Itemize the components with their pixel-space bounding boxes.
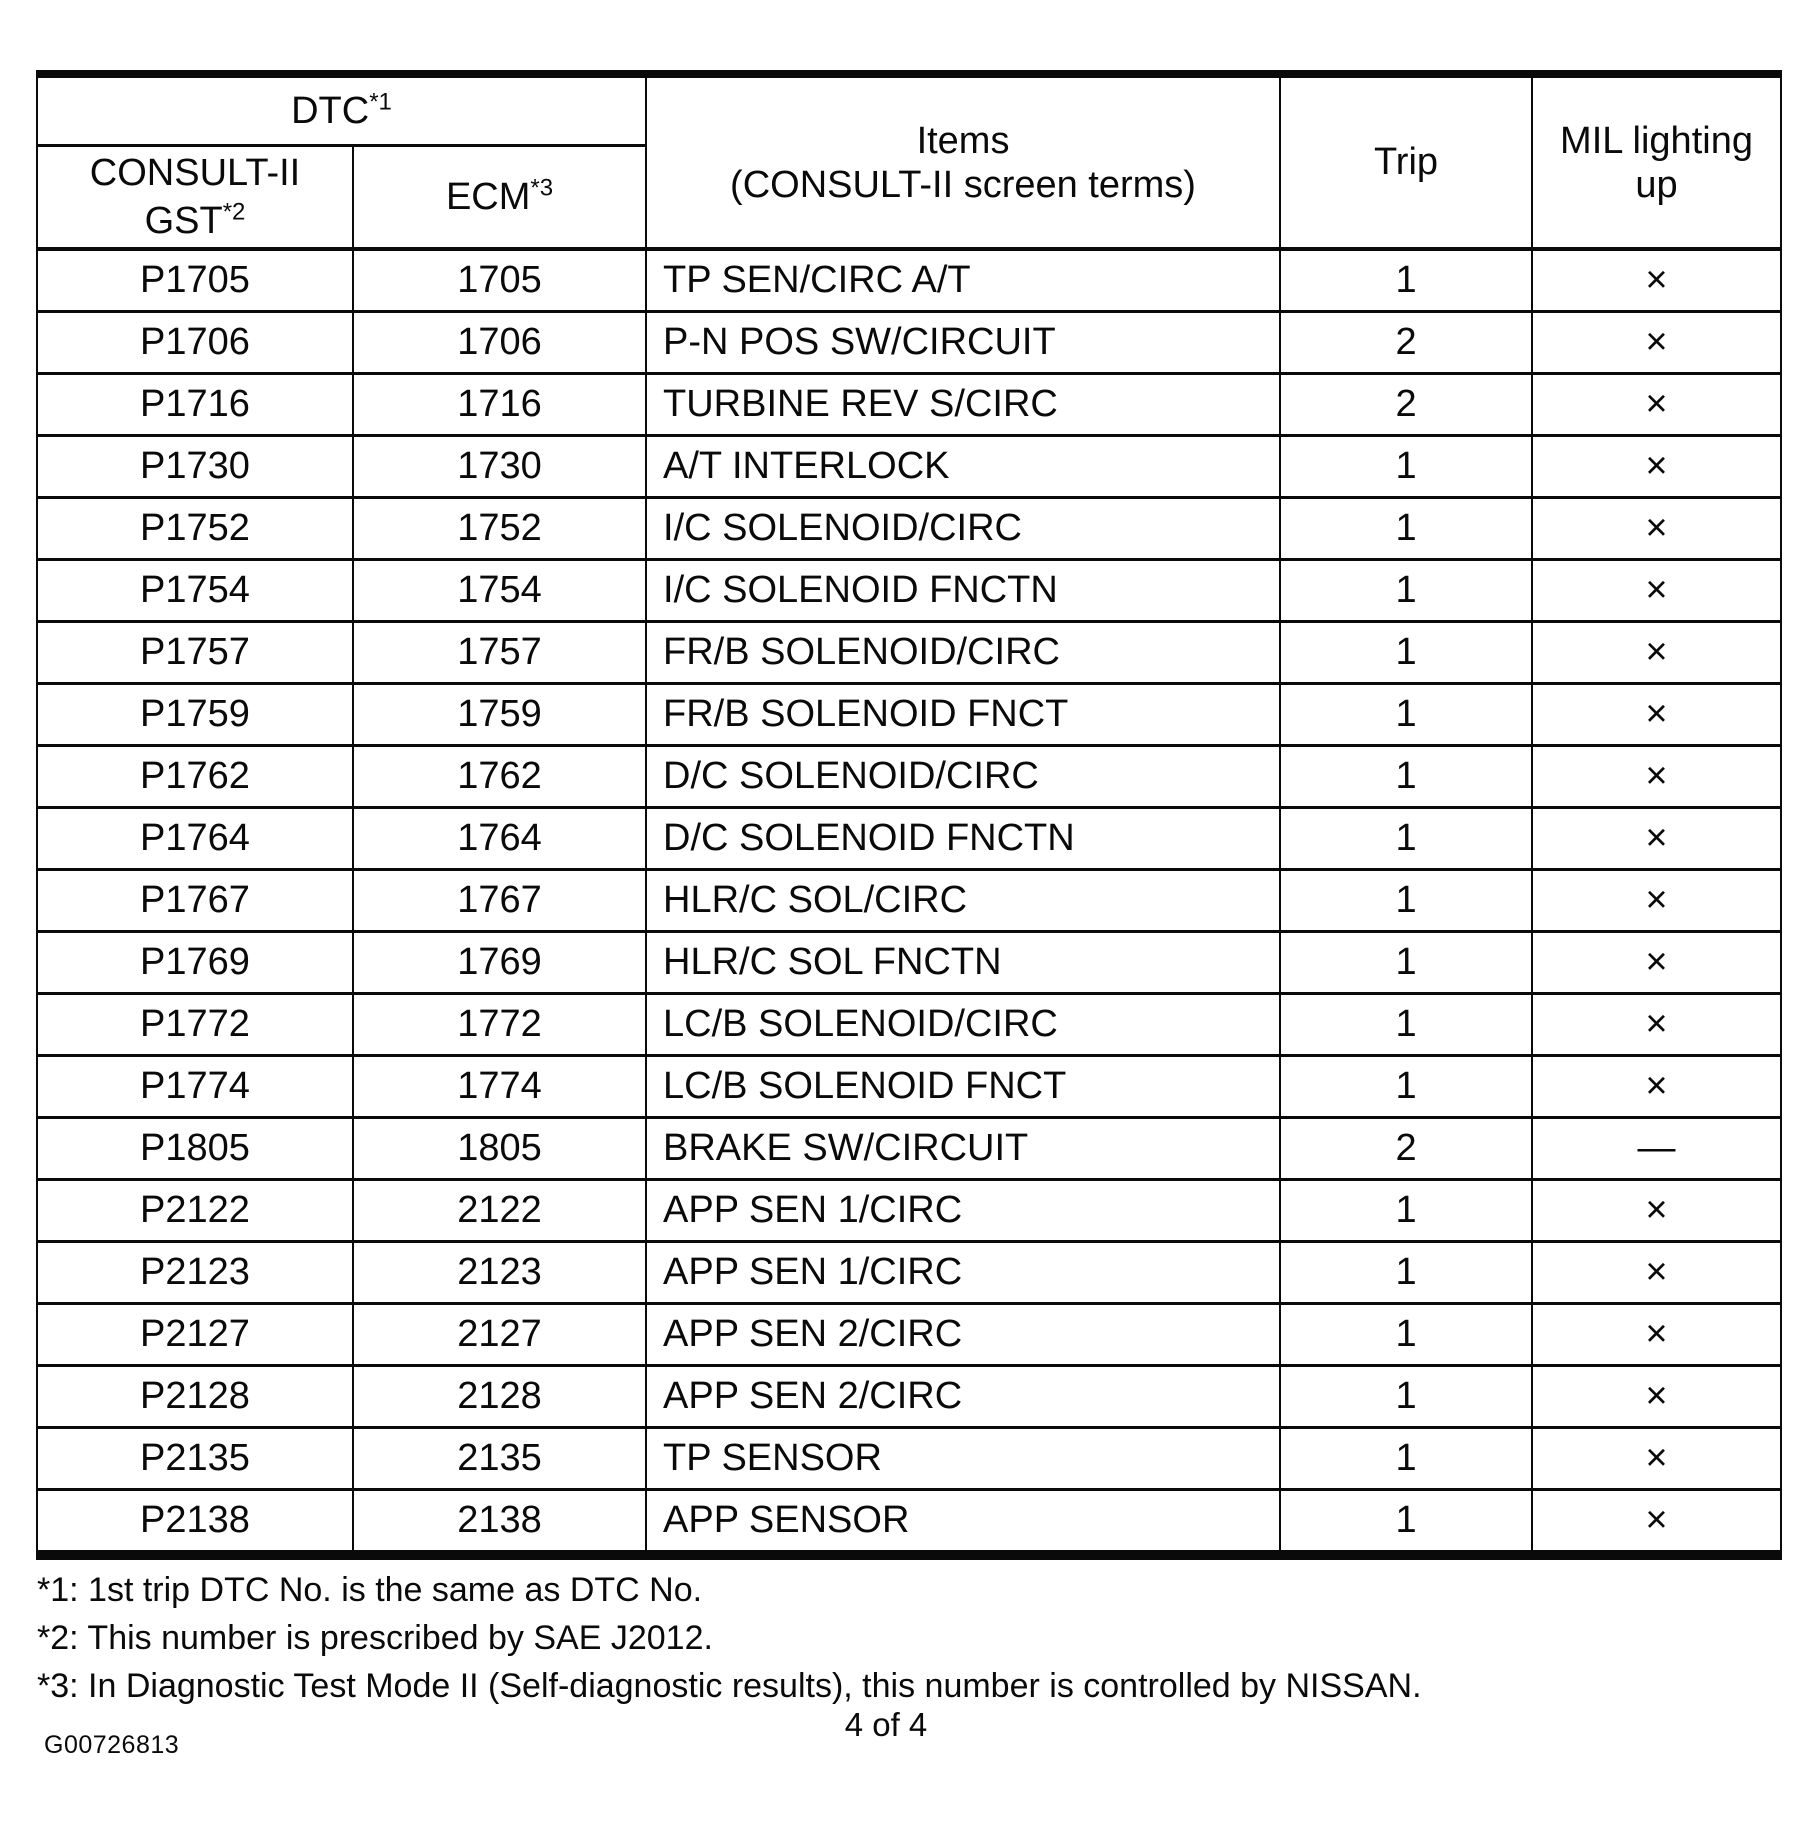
ecm-cell: 1769 <box>353 932 646 994</box>
mil-cell: × <box>1532 1180 1781 1242</box>
consult-gst-cell: P1757 <box>37 622 353 684</box>
trip-cell: 1 <box>1280 1428 1532 1490</box>
item-cell: I/C SOLENOID FNCTN <box>646 560 1280 622</box>
mil-cell: — <box>1532 1118 1781 1180</box>
trip-cell: 1 <box>1280 436 1532 498</box>
mil-cell: × <box>1532 249 1781 312</box>
ecm-cell: 1805 <box>353 1118 646 1180</box>
consult-header-line2 <box>38 197 352 245</box>
consult-gst-cell: P2135 <box>37 1428 353 1490</box>
table-row <box>37 1242 1781 1304</box>
items-header-line1: Items <box>916 119 1010 162</box>
ecm-cell: 1716 <box>353 374 646 436</box>
consult-gst-cell: P1716 <box>37 374 353 436</box>
consult-gst-cell: P2138 <box>37 1490 353 1556</box>
item-cell: APP SEN 2/CIRC <box>646 1366 1280 1428</box>
trip-cell: 1 <box>1280 1366 1532 1428</box>
table-row <box>37 374 1781 436</box>
trip-cell: 2 <box>1280 1118 1532 1180</box>
consult-gst-cell: P1764 <box>37 808 353 870</box>
consult-gst-cell: P1767 <box>37 870 353 932</box>
ecm-cell: 1752 <box>353 498 646 560</box>
table-row <box>37 1490 1781 1556</box>
mil-cell: × <box>1532 622 1781 684</box>
trip-cell: 1 <box>1280 560 1532 622</box>
table-row <box>37 684 1781 746</box>
item-cell: D/C SOLENOID/CIRC <box>646 746 1280 808</box>
ecm-header-label: ECM <box>445 175 531 218</box>
table-row <box>37 560 1781 622</box>
dtc-header-cell <box>37 74 646 146</box>
ecm-cell: 1730 <box>353 436 646 498</box>
trip-cell: 1 <box>1280 994 1532 1056</box>
consult-gst-cell: P2123 <box>37 1242 353 1304</box>
gst-footnote-marker: *2 <box>222 198 246 226</box>
item-cell: P-N POS SW/CIRCUIT <box>646 312 1280 374</box>
table-row <box>37 1366 1781 1428</box>
table-row <box>37 249 1781 312</box>
table-row <box>37 1118 1781 1180</box>
mil-header-line2: up <box>1635 163 1678 206</box>
table-row <box>37 312 1781 374</box>
trip-cell: 1 <box>1280 249 1532 312</box>
mil-cell: × <box>1532 684 1781 746</box>
footnotes <box>37 1566 1422 1710</box>
item-cell: LC/B SOLENOID FNCT <box>646 1056 1280 1118</box>
mil-header-line1: MIL lighting <box>1560 119 1753 162</box>
mil-cell: × <box>1532 1428 1781 1490</box>
ecm-cell: 2122 <box>353 1180 646 1242</box>
ecm-cell: 2138 <box>353 1490 646 1556</box>
consult-gst-cell: P1762 <box>37 746 353 808</box>
table-row <box>37 622 1781 684</box>
mil-cell: × <box>1532 312 1781 374</box>
mil-cell: × <box>1532 1242 1781 1304</box>
gst-label: GST <box>144 200 223 242</box>
ecm-cell: 2135 <box>353 1428 646 1490</box>
consult-gst-cell: P2122 <box>37 1180 353 1242</box>
ecm-cell: 1767 <box>353 870 646 932</box>
item-cell: FR/B SOLENOID FNCT <box>646 684 1280 746</box>
consult-gst-cell: P1705 <box>37 249 353 312</box>
item-cell: D/C SOLENOID FNCTN <box>646 808 1280 870</box>
table-row <box>37 1180 1781 1242</box>
ecm-cell: 1705 <box>353 249 646 312</box>
dtc-table-body <box>37 249 1781 1555</box>
ecm-cell: 1706 <box>353 312 646 374</box>
item-cell: APP SEN 1/CIRC <box>646 1180 1280 1242</box>
trip-cell: 1 <box>1280 1242 1532 1304</box>
table-row <box>37 436 1781 498</box>
consult-header-line1: CONSULT-II <box>89 152 301 194</box>
ecm-cell: 2128 <box>353 1366 646 1428</box>
item-cell: APP SENSOR <box>646 1490 1280 1556</box>
consult-gst-cell: P1759 <box>37 684 353 746</box>
table-row <box>37 746 1781 808</box>
footnote-2: *2: This number is prescribed by SAE J2012. <box>37 1619 713 1657</box>
consult-gst-cell: P1754 <box>37 560 353 622</box>
mil-cell: × <box>1532 1304 1781 1366</box>
item-cell: TURBINE REV S/CIRC <box>646 374 1280 436</box>
table-row <box>37 808 1781 870</box>
mil-header-cell <box>1532 74 1781 249</box>
mil-cell: × <box>1532 436 1781 498</box>
ecm-cell: 1757 <box>353 622 646 684</box>
item-cell: APP SEN 2/CIRC <box>646 1304 1280 1366</box>
table-row <box>37 1056 1781 1118</box>
consult-gst-cell: P1730 <box>37 436 353 498</box>
mil-cell: × <box>1532 746 1781 808</box>
mil-cell: × <box>1532 870 1781 932</box>
consult-gst-cell: P1706 <box>37 312 353 374</box>
figure-id-label: G00726813 <box>44 1731 180 1759</box>
trip-cell: 1 <box>1280 498 1532 560</box>
consult-gst-cell: P1772 <box>37 994 353 1056</box>
mil-cell: × <box>1532 374 1781 436</box>
item-cell: BRAKE SW/CIRCUIT <box>646 1118 1280 1180</box>
item-cell: TP SENSOR <box>646 1428 1280 1490</box>
mil-cell: × <box>1532 1366 1781 1428</box>
item-cell: A/T INTERLOCK <box>646 436 1280 498</box>
consult-gst-header-cell <box>37 146 353 250</box>
ecm-cell: 1754 <box>353 560 646 622</box>
trip-cell: 1 <box>1280 1056 1532 1118</box>
ecm-cell: 1764 <box>353 808 646 870</box>
trip-cell: 1 <box>1280 870 1532 932</box>
item-cell: HLR/C SOL/CIRC <box>646 870 1280 932</box>
item-cell: HLR/C SOL FNCTN <box>646 932 1280 994</box>
trip-cell: 1 <box>1280 1304 1532 1366</box>
mil-cell: × <box>1532 1490 1781 1556</box>
item-cell: FR/B SOLENOID/CIRC <box>646 622 1280 684</box>
trip-cell: 1 <box>1280 932 1532 994</box>
table-row <box>37 932 1781 994</box>
trip-cell: 1 <box>1280 1490 1532 1556</box>
ecm-cell: 2123 <box>353 1242 646 1304</box>
mil-cell: × <box>1532 808 1781 870</box>
trip-cell: 1 <box>1280 808 1532 870</box>
items-header-cell <box>646 74 1280 249</box>
item-cell: LC/B SOLENOID/CIRC <box>646 994 1280 1056</box>
trip-header-cell: Trip <box>1280 74 1532 249</box>
ecm-cell: 1774 <box>353 1056 646 1118</box>
dtc-table <box>36 70 1782 1560</box>
trip-cell: 2 <box>1280 312 1532 374</box>
items-header-line2: (CONSULT-II screen terms) <box>730 163 1196 206</box>
table-row <box>37 498 1781 560</box>
footnote-1: *1: 1st trip DTC No. is the same as DTC No. <box>37 1571 703 1609</box>
table-row <box>37 1428 1781 1490</box>
item-cell: TP SEN/CIRC A/T <box>646 249 1280 312</box>
table-row <box>37 994 1781 1056</box>
table-row <box>37 870 1781 932</box>
ecm-cell: 2127 <box>353 1304 646 1366</box>
consult-gst-cell: P1805 <box>37 1118 353 1180</box>
mil-cell: × <box>1532 932 1781 994</box>
ecm-footnote-marker: *3 <box>530 173 554 201</box>
dtc-footnote-marker: *1 <box>369 87 392 115</box>
item-cell: APP SEN 1/CIRC <box>646 1242 1280 1304</box>
ecm-cell: 1772 <box>353 994 646 1056</box>
ecm-cell: 1762 <box>353 746 646 808</box>
trip-cell: 1 <box>1280 746 1532 808</box>
trip-cell: 1 <box>1280 684 1532 746</box>
trip-cell: 2 <box>1280 374 1532 436</box>
mil-cell: × <box>1532 560 1781 622</box>
trip-cell: 1 <box>1280 1180 1532 1242</box>
header-row-top <box>37 74 1781 146</box>
table-row <box>37 1304 1781 1366</box>
consult-gst-cell: P2127 <box>37 1304 353 1366</box>
dtc-header-label: DTC <box>291 89 370 132</box>
consult-gst-cell: P1769 <box>37 932 353 994</box>
footnote-3: *3: In Diagnostic Test Mode II (Self-diagnostic results), this number is controlled by NISSAN. <box>37 1667 1422 1705</box>
item-cell: I/C SOLENOID/CIRC <box>646 498 1280 560</box>
ecm-header-cell <box>353 146 646 250</box>
consult-gst-cell: P1752 <box>37 498 353 560</box>
mil-cell: × <box>1532 498 1781 560</box>
mil-cell: × <box>1532 1056 1781 1118</box>
consult-gst-cell: P2128 <box>37 1366 353 1428</box>
consult-gst-cell: P1774 <box>37 1056 353 1118</box>
trip-cell: 1 <box>1280 622 1532 684</box>
page-number-label: 4 of 4 <box>844 1706 928 1743</box>
mil-cell: × <box>1532 994 1781 1056</box>
ecm-cell: 1759 <box>353 684 646 746</box>
